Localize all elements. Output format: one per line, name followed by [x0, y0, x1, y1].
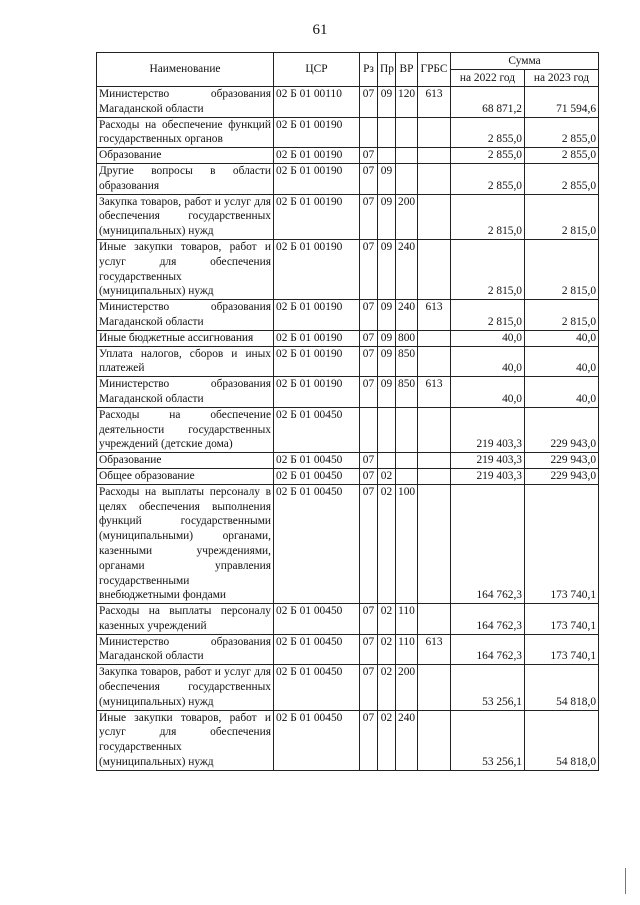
row-name-cell: Образование	[97, 453, 274, 469]
row-pr-cell: 02	[378, 665, 396, 710]
row-grbs-cell: 613	[418, 377, 451, 408]
row-vr-cell: 850	[396, 377, 418, 408]
table-row	[97, 468, 599, 484]
row-rz-cell: 07	[360, 453, 378, 469]
row-grbs-cell	[418, 710, 451, 770]
table-row	[97, 710, 599, 770]
row-pr-cell	[378, 453, 396, 469]
row-csr-cell: 02 Б 01 00190	[274, 330, 360, 346]
row-sum-2022-cell: 68 871,2	[451, 87, 525, 118]
row-csr-cell: 02 Б 01 00190	[274, 346, 360, 377]
row-sum-2022-cell: 2 855,0	[451, 148, 525, 164]
row-name-cell: Министерство образования Магаданской области	[97, 87, 274, 118]
row-vr-cell	[396, 453, 418, 469]
row-grbs-cell	[418, 468, 451, 484]
row-name-cell: Иные закупки товаров, работ и услуг для обеспечения государственных (муниципальных) нужд	[97, 710, 274, 770]
row-grbs-cell	[418, 604, 451, 635]
row-grbs-cell	[418, 194, 451, 239]
table-row	[97, 484, 599, 603]
row-pr-cell: 02	[378, 604, 396, 635]
header-vr: ВР	[396, 53, 418, 87]
row-sum-2023-cell: 2 855,0	[525, 148, 599, 164]
row-name-cell: Министерство образования Магаданской области	[97, 300, 274, 331]
row-grbs-cell: 613	[418, 87, 451, 118]
table-row	[97, 604, 599, 635]
row-sum-2023-cell: 173 740,1	[525, 634, 599, 665]
row-pr-cell	[378, 148, 396, 164]
row-rz-cell: 07	[360, 604, 378, 635]
row-pr-cell: 09	[378, 87, 396, 118]
row-vr-cell: 850	[396, 346, 418, 377]
row-sum-2023-cell: 2 815,0	[525, 194, 599, 239]
row-name-cell: Расходы на выплаты персоналу в целях обеспечения выполнения функций государственными (муниципальными) органами, казенными учреждениями, органами управления государственными внебюджетными фондами	[97, 484, 274, 603]
row-rz-cell	[360, 407, 378, 452]
row-pr-cell: 02	[378, 468, 396, 484]
row-sum-2023-cell: 2 815,0	[525, 239, 599, 299]
row-pr-cell: 09	[378, 346, 396, 377]
row-sum-2023-cell: 173 740,1	[525, 484, 599, 603]
table-row	[97, 330, 599, 346]
table-row	[97, 194, 599, 239]
row-pr-cell	[378, 117, 396, 148]
row-vr-cell: 240	[396, 300, 418, 331]
row-name-cell: Образование	[97, 148, 274, 164]
header-pr: Пр	[378, 53, 396, 87]
row-sum-2023-cell: 2 855,0	[525, 163, 599, 194]
row-sum-2022-cell: 40,0	[451, 346, 525, 377]
header-rz: Рз	[360, 53, 378, 87]
row-csr-cell: 02 Б 01 00190	[274, 300, 360, 331]
row-csr-cell: 02 Б 01 00450	[274, 634, 360, 665]
row-name-cell: Расходы на обеспечение функций государственных органов	[97, 117, 274, 148]
row-vr-cell: 200	[396, 665, 418, 710]
row-sum-2023-cell: 40,0	[525, 330, 599, 346]
row-name-cell: Другие вопросы в области образования	[97, 163, 274, 194]
header-year-2022: на 2022 год	[451, 70, 525, 87]
row-rz-cell: 07	[360, 300, 378, 331]
row-sum-2023-cell: 173 740,1	[525, 604, 599, 635]
row-sum-2022-cell: 219 403,3	[451, 468, 525, 484]
row-sum-2022-cell: 164 762,3	[451, 484, 525, 603]
row-rz-cell: 07	[360, 87, 378, 118]
row-grbs-cell	[418, 163, 451, 194]
row-grbs-cell	[418, 407, 451, 452]
row-vr-cell: 240	[396, 710, 418, 770]
row-rz-cell: 07	[360, 148, 378, 164]
row-name-cell: Расходы на выплаты персоналу казенных учреждений	[97, 604, 274, 635]
table-row	[97, 377, 599, 408]
row-sum-2023-cell: 54 818,0	[525, 710, 599, 770]
row-csr-cell: 02 Б 01 00110	[274, 87, 360, 118]
row-grbs-cell	[418, 148, 451, 164]
row-grbs-cell	[418, 330, 451, 346]
row-grbs-cell	[418, 346, 451, 377]
row-csr-cell: 02 Б 01 00450	[274, 710, 360, 770]
row-rz-cell: 07	[360, 710, 378, 770]
row-vr-cell	[396, 163, 418, 194]
row-sum-2023-cell: 40,0	[525, 377, 599, 408]
row-pr-cell: 09	[378, 300, 396, 331]
row-sum-2022-cell: 53 256,1	[451, 665, 525, 710]
row-sum-2023-cell: 2 815,0	[525, 300, 599, 331]
table-row	[97, 117, 599, 148]
row-sum-2022-cell: 2 855,0	[451, 117, 525, 148]
row-csr-cell: 02 Б 01 00450	[274, 453, 360, 469]
table-row	[97, 407, 599, 452]
table-header	[97, 53, 599, 87]
row-sum-2022-cell: 53 256,1	[451, 710, 525, 770]
row-sum-2023-cell: 54 818,0	[525, 665, 599, 710]
row-pr-cell: 09	[378, 194, 396, 239]
row-grbs-cell	[418, 484, 451, 603]
row-csr-cell: 02 Б 01 00190	[274, 148, 360, 164]
row-vr-cell	[396, 148, 418, 164]
row-pr-cell: 09	[378, 330, 396, 346]
row-sum-2023-cell: 71 594,6	[525, 87, 599, 118]
row-pr-cell: 09	[378, 377, 396, 408]
row-grbs-cell: 613	[418, 300, 451, 331]
row-grbs-cell	[418, 117, 451, 148]
row-name-cell: Уплата налогов, сборов и иных платежей	[97, 346, 274, 377]
row-vr-cell: 800	[396, 330, 418, 346]
row-rz-cell: 07	[360, 239, 378, 299]
row-vr-cell	[396, 407, 418, 452]
row-sum-2023-cell: 229 943,0	[525, 468, 599, 484]
row-vr-cell: 100	[396, 484, 418, 603]
budget-table	[96, 52, 599, 771]
row-vr-cell: 110	[396, 604, 418, 635]
header-csr: ЦСР	[274, 53, 360, 87]
header-grbs: ГРБС	[418, 53, 451, 87]
table-row	[97, 453, 599, 469]
row-csr-cell: 02 Б 01 00190	[274, 117, 360, 148]
row-vr-cell: 110	[396, 634, 418, 665]
row-name-cell: Иные бюджетные ассигнования	[97, 330, 274, 346]
row-rz-cell: 07	[360, 194, 378, 239]
row-name-cell: Расходы на обеспечение деятельности государственных учреждений (детские дома)	[97, 407, 274, 452]
table-row	[97, 300, 599, 331]
row-sum-2022-cell: 2 815,0	[451, 194, 525, 239]
header-name: Наименование	[97, 53, 274, 87]
row-pr-cell: 02	[378, 710, 396, 770]
row-sum-2022-cell: 40,0	[451, 377, 525, 408]
row-csr-cell: 02 Б 01 00450	[274, 407, 360, 452]
row-name-cell: Закупка товаров, работ и услуг для обеспечения государственных (муниципальных) нужд	[97, 194, 274, 239]
row-pr-cell: 02	[378, 484, 396, 603]
row-grbs-cell	[418, 665, 451, 710]
table-row	[97, 87, 599, 118]
row-vr-cell: 200	[396, 194, 418, 239]
row-name-cell: Общее образование	[97, 468, 274, 484]
row-vr-cell	[396, 117, 418, 148]
row-pr-cell: 09	[378, 163, 396, 194]
table-row	[97, 634, 599, 665]
row-sum-2022-cell: 2 815,0	[451, 239, 525, 299]
row-grbs-cell: 613	[418, 634, 451, 665]
row-csr-cell: 02 Б 01 00450	[274, 484, 360, 603]
table-row	[97, 346, 599, 377]
row-name-cell: Министерство образования Магаданской области	[97, 634, 274, 665]
table-row	[97, 665, 599, 710]
row-rz-cell: 07	[360, 665, 378, 710]
row-vr-cell: 240	[396, 239, 418, 299]
row-csr-cell: 02 Б 01 00190	[274, 239, 360, 299]
row-pr-cell: 09	[378, 239, 396, 299]
header-year-2023: на 2023 год	[525, 70, 599, 87]
table-body	[97, 87, 599, 771]
row-rz-cell: 07	[360, 377, 378, 408]
row-rz-cell: 07	[360, 484, 378, 603]
row-name-cell: Иные закупки товаров, работ и услуг для обеспечения государственных (муниципальных) нужд	[97, 239, 274, 299]
row-name-cell: Закупка товаров, работ и услуг для обеспечения государственных (муниципальных) нужд	[97, 665, 274, 710]
row-vr-cell: 120	[396, 87, 418, 118]
row-csr-cell: 02 Б 01 00190	[274, 163, 360, 194]
row-sum-2023-cell: 229 943,0	[525, 453, 599, 469]
row-name-cell: Министерство образования Магаданской области	[97, 377, 274, 408]
row-sum-2022-cell: 164 762,3	[451, 604, 525, 635]
row-csr-cell: 02 Б 01 00450	[274, 665, 360, 710]
row-sum-2022-cell: 2 815,0	[451, 300, 525, 331]
header-sum: Сумма	[451, 53, 599, 70]
table-row	[97, 239, 599, 299]
page-number: 61	[312, 22, 328, 38]
row-sum-2022-cell: 219 403,3	[451, 407, 525, 452]
table-row	[97, 163, 599, 194]
page-edge-mark	[625, 868, 626, 894]
row-rz-cell: 07	[360, 163, 378, 194]
row-rz-cell: 07	[360, 468, 378, 484]
row-sum-2022-cell: 2 855,0	[451, 163, 525, 194]
row-sum-2022-cell: 164 762,3	[451, 634, 525, 665]
row-rz-cell: 07	[360, 634, 378, 665]
row-sum-2022-cell: 219 403,3	[451, 453, 525, 469]
row-sum-2023-cell: 2 855,0	[525, 117, 599, 148]
row-sum-2023-cell: 40,0	[525, 346, 599, 377]
row-vr-cell	[396, 468, 418, 484]
row-rz-cell	[360, 117, 378, 148]
row-csr-cell: 02 Б 01 00190	[274, 377, 360, 408]
row-pr-cell	[378, 407, 396, 452]
row-grbs-cell	[418, 239, 451, 299]
table-row	[97, 148, 599, 164]
row-csr-cell: 02 Б 01 00190	[274, 194, 360, 239]
row-pr-cell: 02	[378, 634, 396, 665]
row-csr-cell: 02 Б 01 00450	[274, 468, 360, 484]
row-csr-cell: 02 Б 01 00450	[274, 604, 360, 635]
row-rz-cell: 07	[360, 330, 378, 346]
row-grbs-cell	[418, 453, 451, 469]
row-sum-2022-cell: 40,0	[451, 330, 525, 346]
row-sum-2023-cell: 229 943,0	[525, 407, 599, 452]
row-rz-cell: 07	[360, 346, 378, 377]
